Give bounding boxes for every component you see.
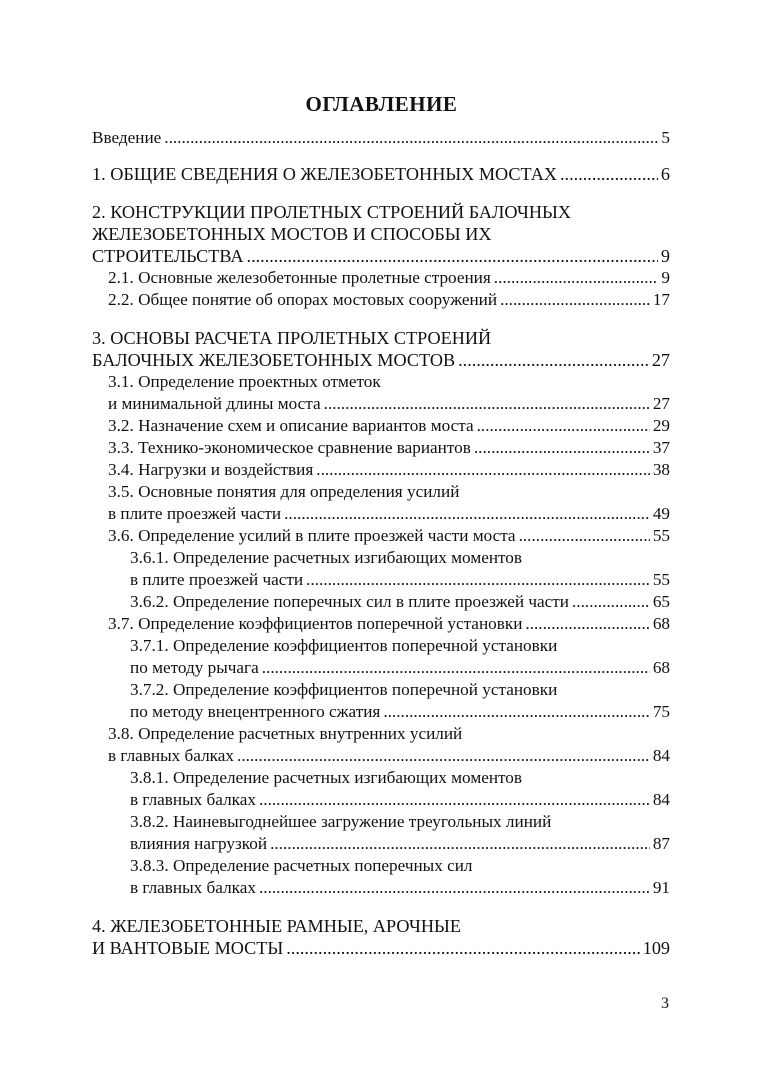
table-of-contents <box>92 127 670 959</box>
toc-entry-intro <box>92 127 670 149</box>
toc-entry-text: 3.5. Основные понятия для определения усилий <box>108 482 460 501</box>
toc-page-number: 27 <box>651 350 670 370</box>
toc-page-number: 109 <box>642 938 670 958</box>
toc-entry-text: 2.2. Общее понятие об опорах мостовых сооружений <box>108 290 498 309</box>
leader-dots <box>284 503 650 525</box>
toc-page-number: 84 <box>652 790 670 809</box>
toc-entry-section-3-3 <box>92 437 670 459</box>
toc-entry-chapter-1 <box>92 163 670 185</box>
toc-page-number: 84 <box>652 746 670 765</box>
leader-dots <box>519 525 650 547</box>
toc-entry-text: в плите проезжей части <box>108 504 282 523</box>
toc-page-number: 5 <box>661 128 670 147</box>
toc-page-number: 6 <box>660 164 670 184</box>
toc-entry-text: 2.1. Основные железобетонные пролетные строения <box>108 268 491 287</box>
leader-dots <box>259 877 650 899</box>
leader-dots <box>560 163 658 185</box>
toc-entry-section-3-2 <box>92 415 670 437</box>
toc-entry-text: 3.6. Определение усилий в плите проезжей части моста <box>108 526 516 545</box>
toc-page-number: 55 <box>652 526 670 545</box>
toc-entry-text: 3.3. Технико-экономическое сравнение вариантов <box>108 438 471 457</box>
toc-page-number: 91 <box>652 878 670 897</box>
leader-dots <box>270 833 650 855</box>
toc-entry-subsection-3-7-2 <box>92 679 670 723</box>
page-number: 3 <box>661 995 669 1012</box>
toc-page-number: 17 <box>652 290 670 309</box>
toc-entry-section-2-1 <box>92 267 670 289</box>
toc-entry-text: 3.7. Определение коэффициентов поперечной установки <box>108 614 523 633</box>
toc-entry-text: в плите проезжей части <box>130 570 304 589</box>
leader-dots <box>324 393 650 415</box>
leader-dots <box>494 267 659 289</box>
toc-entry-text: 3.8.1. Определение расчетных изгибающих моментов <box>130 768 523 787</box>
toc-entry-text: И ВАНТОВЫЕ МОСТЫ <box>92 938 284 958</box>
toc-entry-text: ЖЕЛЕЗОБЕТОННЫХ МОСТОВ И СПОСОБЫ ИХ <box>92 224 492 244</box>
toc-entry-text: 3.4. Нагрузки и воздействия <box>108 460 314 479</box>
toc-page-number: 27 <box>652 394 670 413</box>
toc-page-number: 49 <box>652 504 670 523</box>
toc-entry-text: 4. ЖЕЛЕЗОБЕТОННЫЕ РАМНЫЕ, АРОЧНЫЕ <box>92 916 461 936</box>
toc-page-number: 38 <box>652 460 670 479</box>
toc-entry-chapter-4 <box>92 915 670 959</box>
leader-dots <box>474 437 650 459</box>
toc-entry-text: 3. ОСНОВЫ РАСЧЕТА ПРОЛЕТНЫХ СТРОЕНИЙ <box>92 328 492 348</box>
toc-entry-text: 3.8. Определение расчетных внутренних усилий <box>108 724 463 743</box>
leader-dots <box>572 591 650 613</box>
leader-dots <box>316 459 650 481</box>
leader-dots <box>306 569 650 591</box>
toc-entry-text: 3.7.2. Определение коэффициентов поперечной установки <box>130 680 558 699</box>
toc-entry-section-2-2 <box>92 289 670 311</box>
toc-entry-text: 3.8.2. Наиневыгоднейшее загружение треугольных линий <box>130 812 552 831</box>
toc-entry-subsection-3-8-1 <box>92 767 670 811</box>
toc-entry-subsection-3-6-2 <box>92 591 670 613</box>
leader-dots <box>383 701 649 723</box>
toc-entry-section-3-6 <box>92 525 670 547</box>
toc-page-number: 65 <box>652 592 670 611</box>
toc-entry-subsection-3-6-1 <box>92 547 670 591</box>
toc-entry-text: в главных балках <box>130 878 256 897</box>
toc-page-number: 9 <box>661 268 670 287</box>
toc-entry-section-3-5 <box>92 481 670 525</box>
toc-entry-text: по методу внецентренного сжатия <box>130 702 381 721</box>
toc-entry-text: влияния нагрузкой <box>130 834 268 853</box>
page-title: ОГЛАВЛЕНИЕ <box>305 92 458 116</box>
leader-dots <box>477 415 650 437</box>
toc-entry-text: 3.2. Назначение схем и описание вариантов моста <box>108 416 474 435</box>
toc-entry-text: 3.8.3. Определение расчетных поперечных сил <box>130 856 473 875</box>
toc-entry-subsection-3-8-2 <box>92 811 670 855</box>
toc-entry-text: и минимальной длины моста <box>108 394 321 413</box>
toc-page-number: 75 <box>652 702 670 721</box>
toc-page-number: 68 <box>652 658 670 677</box>
toc-entry-text: 3.6.1. Определение расчетных изгибающих моментов <box>130 548 523 567</box>
toc-entry-text: 2. КОНСТРУКЦИИ ПРОЛЕТНЫХ СТРОЕНИЙ БАЛОЧНЫХ <box>92 202 572 222</box>
leader-dots <box>247 245 658 267</box>
toc-entry-text: по методу рычага <box>130 658 259 677</box>
toc-entry-text: 3.7.1. Определение коэффициентов поперечной установки <box>130 636 558 655</box>
leader-dots <box>500 289 650 311</box>
toc-entry-chapter-3 <box>92 327 670 371</box>
toc-entry-subsection-3-7-1 <box>92 635 670 679</box>
toc-entry-section-3-8 <box>92 723 670 767</box>
toc-page-number: 37 <box>652 438 670 457</box>
leader-dots <box>458 349 649 371</box>
toc-entry-text: в главных балках <box>130 790 256 809</box>
leader-dots <box>259 789 650 811</box>
leader-dots <box>164 127 658 149</box>
toc-page-number: 29 <box>652 416 670 435</box>
toc-entry-text: в главных балках <box>108 746 234 765</box>
toc-entry-text: 1. ОБЩИЕ СВЕДЕНИЯ О ЖЕЛЕЗОБЕТОННЫХ МОСТАХ <box>92 164 557 184</box>
toc-entry-chapter-2 <box>92 201 670 267</box>
toc-entry-section-3-1 <box>92 371 670 415</box>
toc-entry-text: БАЛОЧНЫХ ЖЕЛЕЗОБЕТОННЫХ МОСТОВ <box>92 350 456 370</box>
toc-entry-text: 3.1. Определение проектных отметок <box>108 372 381 391</box>
toc-entry-text: 3.6.2. Определение поперечных сил в плите проезжей части <box>130 592 569 611</box>
leader-dots <box>237 745 650 767</box>
toc-entry-text: СТРОИТЕЛЬСТВА <box>92 246 244 266</box>
leader-dots <box>525 613 649 635</box>
toc-page-number: 68 <box>652 614 670 633</box>
toc-entry-text: Введение <box>92 128 162 147</box>
leader-dots <box>286 937 640 959</box>
toc-entry-subsection-3-8-3 <box>92 855 670 899</box>
toc-entry-section-3-4 <box>92 459 670 481</box>
toc-page-number: 87 <box>652 834 670 853</box>
toc-entry-section-3-7 <box>92 613 670 635</box>
leader-dots <box>262 657 650 679</box>
toc-page-number: 55 <box>652 570 670 589</box>
toc-page-number: 9 <box>660 246 670 266</box>
